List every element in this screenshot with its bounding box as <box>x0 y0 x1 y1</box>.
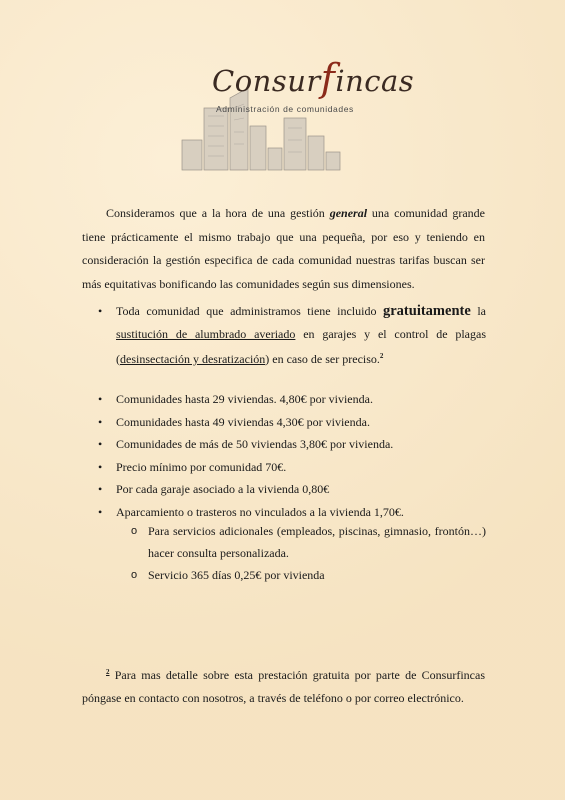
free-highlight: gratuitamente <box>383 303 471 319</box>
tariff-item: • Comunidades hasta 49 viviendas 4,30€ por vivienda. <box>98 411 486 434</box>
tariff-item: • Por cada garaje asociado a la vivienda 0,80€ <box>98 478 486 501</box>
extras-list <box>131 520 486 586</box>
tariff-item: • Comunidades hasta 29 viviendas. 4,80€ por vivienda. <box>98 388 486 411</box>
footnote: $^2$ Para mas detalle sobre esta prestación gratuita por parte de Consurfincas póngase en contacto con nosotros, a través de teléfono o por correo electrónico. <box>82 668 485 705</box>
logo-f-accent: f <box>320 56 336 100</box>
footnote-marker: 2 <box>106 668 110 676</box>
company-logo <box>178 48 418 178</box>
tariff-item: • Aparcamiento o trasteros no vinculados a la vivienda 1,70€. <box>98 501 486 524</box>
included-services-list <box>98 300 486 371</box>
extras-item: o Servicio 365 días 0,25€ por vivienda <box>131 564 486 586</box>
extras-item: o Para servicios adicionales (empleados, piscinas, gimnasio, frontón…) hacer consulta personalizada. <box>131 520 486 564</box>
footnote-ref: 2 <box>379 352 384 360</box>
logo-subtitle: Administración de comunidades <box>216 104 354 114</box>
included-services-item: • Toda comunidad que administramos tiene incluido gratuitamente la sustitución de alumbrado averiado en garajes y el control de plagas (desinsectación y desratización) en caso de ser preciso.$^2$ <box>98 300 486 371</box>
tariff-item: • Precio mínimo por comunidad 70€. <box>98 456 486 479</box>
intro-paragraph: Consideramos que a la hora de una gestión general una comunidad grande tiene prácticamente el mismo trabajo que una pequeña, por eso y teniendo en consideración la gestión especifica de cada comunidad nuestras tarifas buscan ser más equitativas bonificando las comunidades según sus dimensiones. <box>82 206 485 291</box>
tariff-item: • Comunidades de más de 50 viviendas 3,80€ por vivienda. <box>98 433 486 456</box>
lighting-replacement-text: sustitución de alumbrado averiado <box>116 326 296 341</box>
general-emphasis: general <box>329 206 368 220</box>
pest-control-text: desinsectación y desratización <box>120 352 266 366</box>
tariff-list <box>98 388 486 523</box>
logo-wordmark: Consurfincas <box>212 56 415 100</box>
